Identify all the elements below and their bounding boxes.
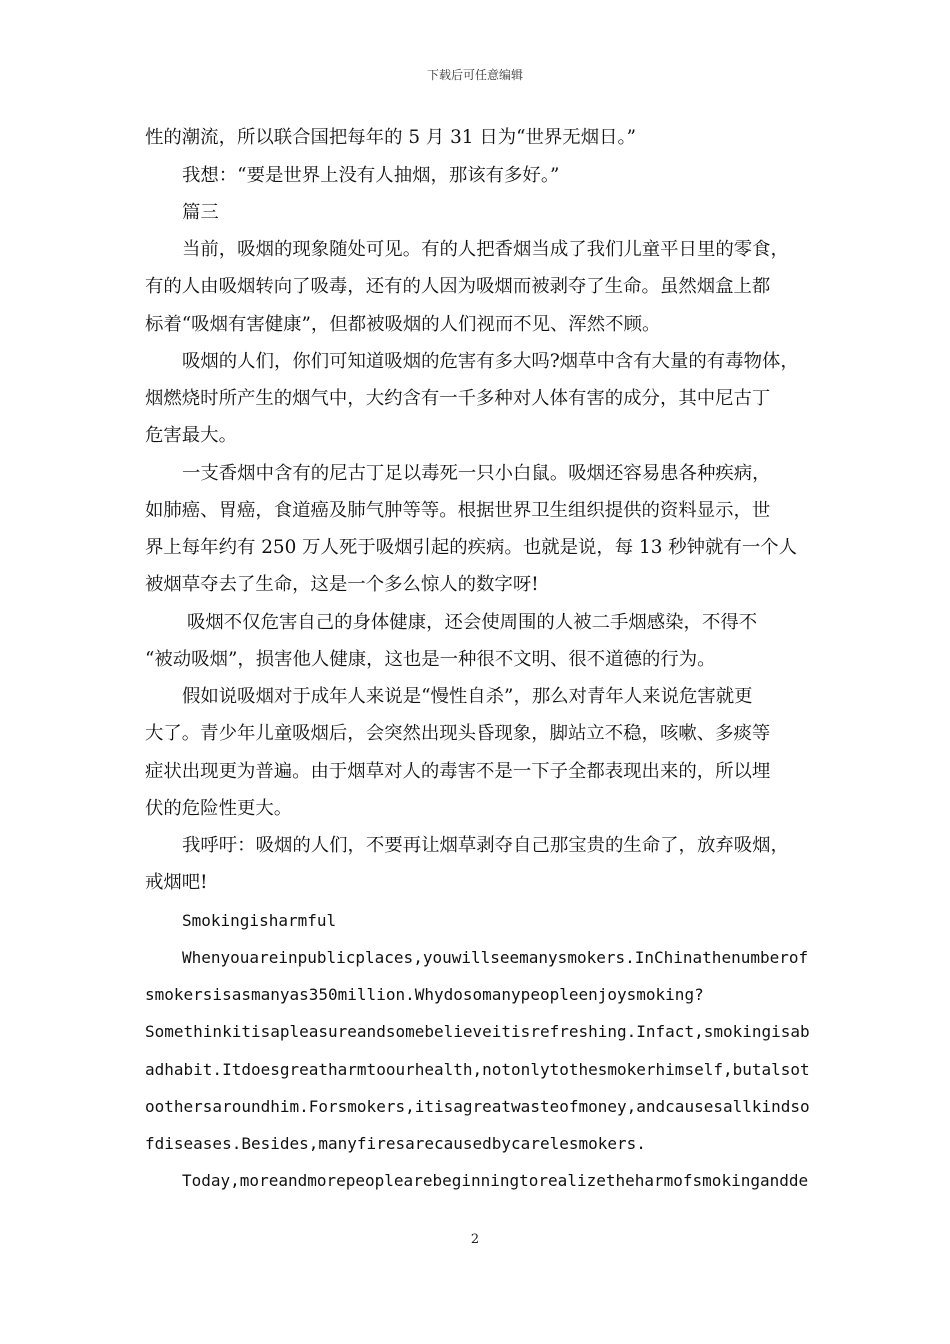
text-line: 伏的危险性更大。 — [145, 798, 293, 819]
text-line: 危害最大。 — [145, 425, 237, 446]
text-line: 烟燃烧时所产生的烟气中，大约含有一千多种对人体有害的成分，其中尼古丁 — [145, 388, 771, 409]
text-line: 性的潮流，所以联合国把每年的 5 月 31 日为“世界无烟日。” — [145, 127, 637, 148]
text-line: 标着“吸烟有害健康”，但都被吸烟的人们视而不见、浑然不顾。 — [145, 314, 661, 335]
text-line: “被动吸烟”，损害他人健康，这也是一种很不文明、很不道德的行为。 — [145, 649, 716, 670]
english-line: fdiseases.Besides,manyfiresarecausedbycarelesmokers. — [145, 1134, 646, 1153]
text-line: 吸烟的人们，你们可知道吸烟的危害有多大吗?烟草中含有大量的有毒物体， — [182, 351, 799, 372]
text-line: 症状出现更为普遍。由于烟草对人的毒害不是一下子全都表现出来的，所以埋 — [145, 761, 771, 782]
section-heading: 篇三 — [182, 202, 219, 223]
text-line: 界上每年约有 250 万人死于吸烟引起的疾病。也就是说，每 13 秒钟就有一个人 — [145, 537, 797, 558]
page-header: 下载后可任意编辑 — [426, 68, 523, 82]
english-line: oothersaroundhim.Forsmokers,itisagreatwasteofmoney,andcausesallkindso — [145, 1097, 810, 1116]
text-line: 吸烟不仅危害自己的身体健康，还会使周围的人被二手烟感染，不得不 — [187, 612, 758, 633]
text-line: 当前，吸烟的现象随处可见。有的人把香烟当成了我们儿童平日里的零食， — [182, 239, 789, 260]
english-line: adhabit.Itdoesgreatharmtoourhealth,notonlytothesmokerhimself,butalsot — [145, 1060, 810, 1079]
english-line: Today,moreandmorepeoplearebeginningtorealizetheharmofsmokingandde — [182, 1171, 809, 1190]
text-line: 被烟草夺去了生命，这是一个多么惊人的数字呀! — [145, 574, 539, 595]
text-line: 有的人由吸烟转向了吸毒，还有的人因为吸烟而被剥夺了生命。虽然烟盒上都 — [145, 276, 771, 297]
text-line: 如肺癌、胃癌，食道癌及肺气肿等等。根据世界卫生组织提供的资料显示，世 — [145, 500, 771, 521]
english-title: Smokingisharmful — [182, 911, 337, 930]
text-line: 我想：“要是世界上没有人抽烟，那该有多好。” — [182, 165, 560, 186]
text-line: 一支香烟中含有的尼古丁足以毒死一只小白鼠。吸烟还容易患各种疾病， — [182, 463, 771, 484]
text-line: 假如说吸烟对于成年人来说是“慢性自杀”，那么对青年人来说危害就更 — [182, 686, 753, 707]
text-line: 我呼吁：吸烟的人们，不要再让烟草剥夺自己那宝贵的生命了，放弃吸烟， — [182, 835, 789, 856]
text-line: 戒烟吧! — [145, 872, 208, 893]
text-line: 大了。青少年儿童吸烟后，会突然出现头昏现象，脚站立不稳，咳嗽、多痰等 — [145, 723, 771, 744]
english-line: Whenyouareinpublicplaces,youwillseemanysmokers.InChinathenumberof — [182, 948, 809, 967]
page-number: 2 — [470, 1232, 480, 1247]
english-line: smokersisasmanyas350million.Whydosomanypeopleenjoysmoking? — [145, 985, 704, 1004]
english-line: Somethinkitisapleasureandsomebelieveitisrefreshing.Infact,smokingisab — [145, 1022, 810, 1041]
